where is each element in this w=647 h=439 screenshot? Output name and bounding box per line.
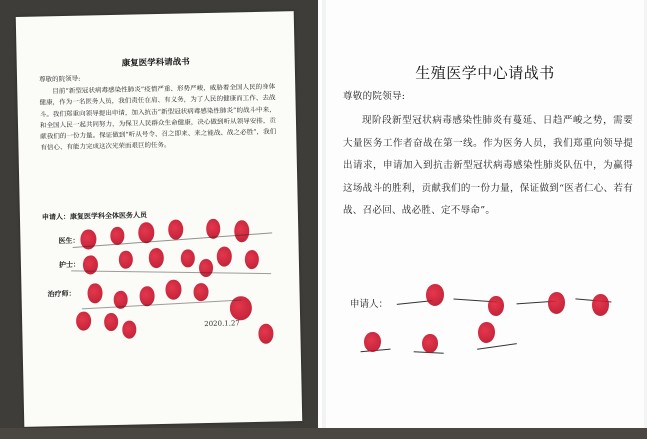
fingerprint	[122, 321, 136, 339]
fingerprint	[139, 286, 154, 306]
fingerprint	[422, 334, 438, 353]
fingerprint	[426, 284, 444, 306]
right-letter	[326, 0, 644, 428]
fingerprint	[245, 250, 259, 269]
fingerprint	[104, 313, 118, 331]
right-photo	[322, 0, 647, 428]
left-letter-title: 康复医学科请战书	[121, 57, 190, 69]
fingerprint	[165, 280, 181, 300]
fingerprint	[181, 249, 195, 267]
right-letter-applicant-label: 申请人：	[350, 299, 389, 310]
right-letter-body: 现阶段新型冠状病毒感染性肺炎有蔓延、日趋严峻之势，需要大量医务工作者奋战在第一线。作为医务人员，我们郑重向领导提出请求，申请加入到抗击新型冠状病毒感染性肺炎队伍中，为赢得这场战斗的胜利，贡献我们的一份力量，保证做到“医者仁心、若有战、召必回、战必胜、定不辱命”。	[343, 115, 633, 216]
left-row-label-nurses: 护士：	[58, 259, 81, 270]
left-letter-date: 2020.1.27	[204, 319, 240, 329]
left-letter-body: 目前“新型冠状病毒感染性肺炎”疫情严重、形势严峻，威胁着全国人民的身体健康，作为一名医务人员，我们责任在肩、有义务，为了人民的健康而工作、去战斗。我们郑重向领导提出申请，加入抗击“新型冠状病毒感染性肺炎”的战斗中来，和全国人民一起共同努力，为保卫人民群众生命健康，决心做到听从领导安排，贡献我们的一份力量。保证做到“听从号令、召之即来、来之能战、战之必胜”，我们有信心、有能力完成这次光荣而艰巨的任务。	[39, 82, 277, 152]
right-letter-title: 生殖医学中心请战书	[415, 64, 555, 82]
fingerprint	[193, 283, 208, 301]
fingerprint	[234, 220, 249, 242]
left-row-label-therapists: 治疗师：	[47, 288, 76, 299]
fingerprint	[119, 251, 133, 269]
fingerprint	[149, 248, 164, 268]
bottom-edge	[0, 428, 647, 439]
fingerprint	[217, 246, 232, 266]
fingerprint	[364, 332, 381, 352]
fingerprint	[87, 283, 102, 303]
fingerprint	[258, 324, 273, 344]
left-row-label-doctors: 医生：	[58, 235, 80, 246]
fingerprint	[199, 259, 213, 277]
right-letter-salutation: 尊敬的院领导:	[343, 91, 406, 102]
fingerprint	[76, 311, 91, 330]
left-photo	[0, 0, 318, 428]
handwritten-signature	[71, 270, 271, 275]
fingerprint	[548, 292, 565, 314]
left-letter	[16, 11, 303, 427]
fingerprint	[168, 219, 183, 239]
fingerprint	[488, 296, 504, 316]
fingerprint	[110, 227, 124, 245]
left-letter-salutation: 尊敬的院领导:	[38, 74, 81, 84]
fingerprint	[592, 294, 609, 316]
fingerprint	[478, 322, 495, 343]
handwritten-signature	[82, 299, 242, 310]
left-letter-applicant-label: 申请人：康复医学科全体医务人员	[41, 210, 148, 222]
